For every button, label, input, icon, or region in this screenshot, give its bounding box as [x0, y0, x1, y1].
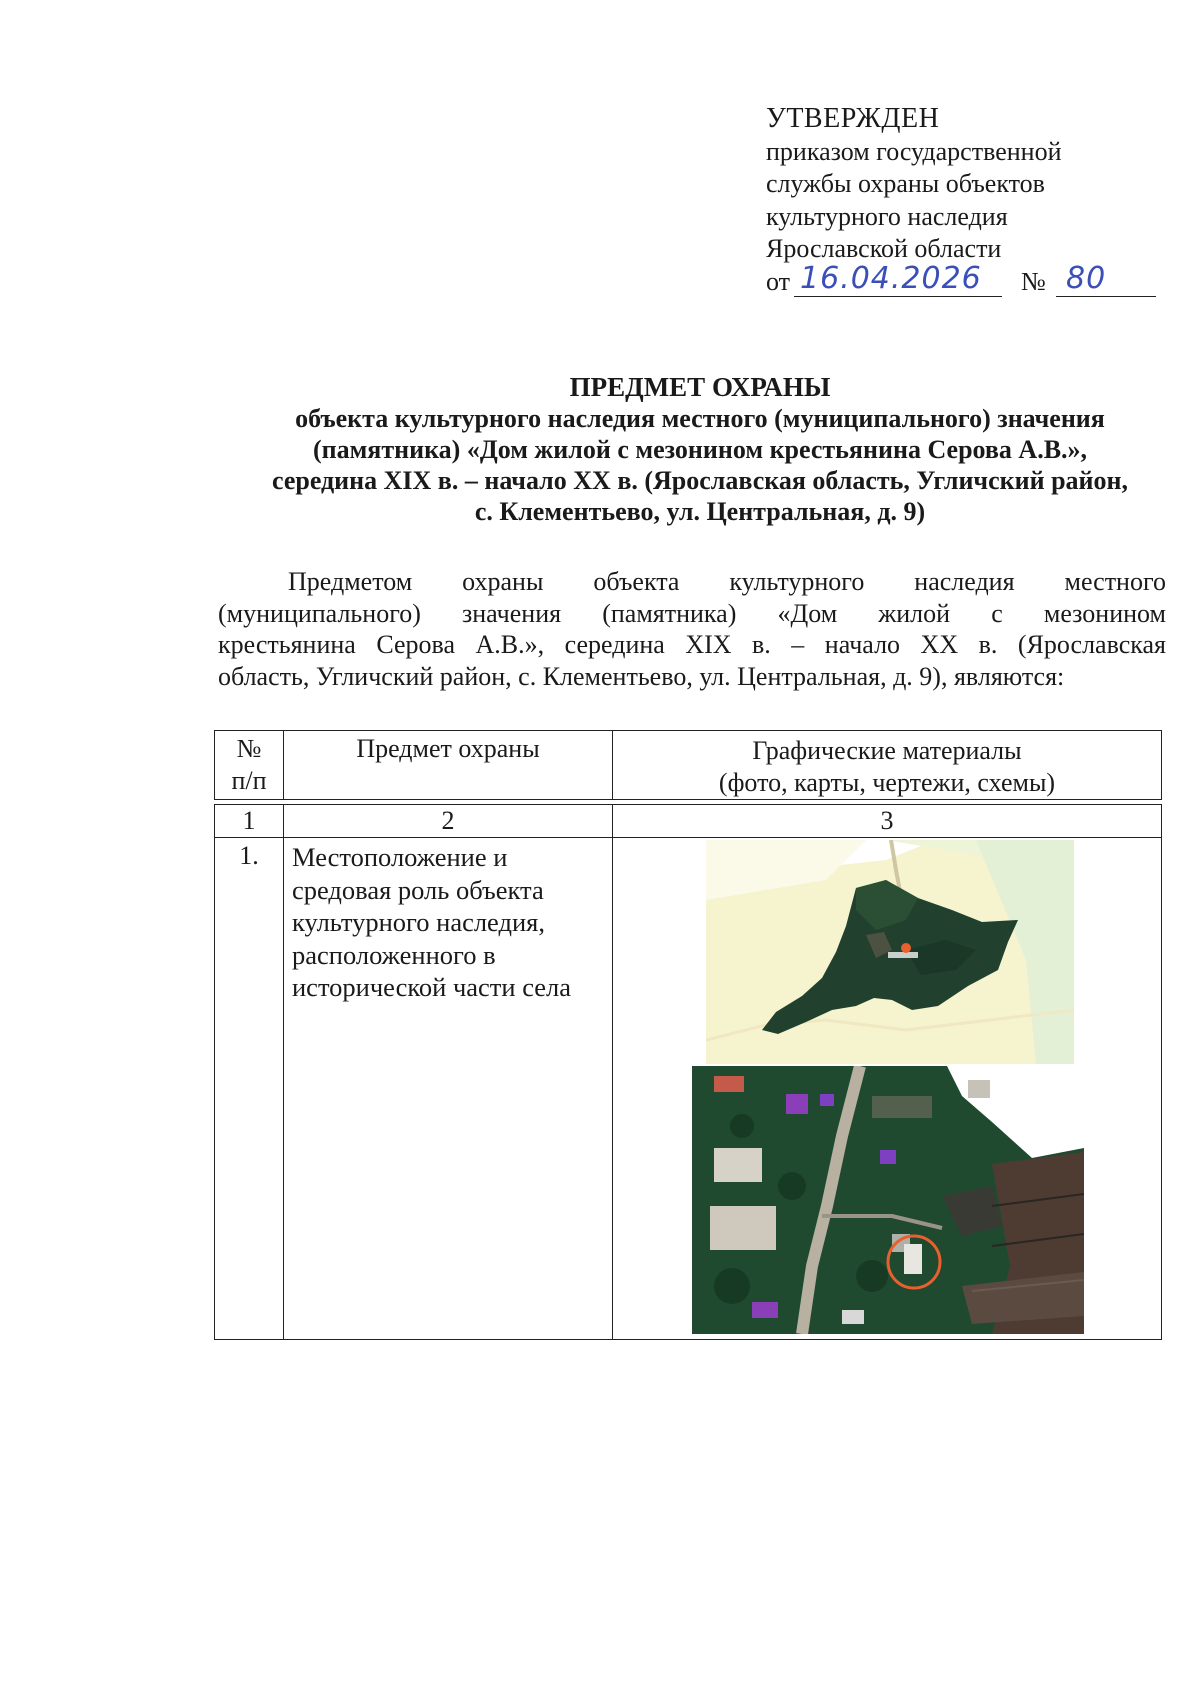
header-subject-cell — [283, 730, 613, 800]
approval-line: приказом государственной — [766, 136, 1062, 166]
column-number: 3 — [880, 806, 894, 835]
heading-subtitle-line: (памятника) «Дом жилой с мезонином крестьянина Серова А.В.», — [312, 435, 1088, 464]
column-number-cell — [283, 804, 613, 838]
date-handwritten: 16.04.2026 — [800, 260, 982, 296]
row-subject-cell — [283, 837, 613, 1340]
subject-line: культурного наследия, — [292, 907, 545, 937]
intro-paragraph — [218, 566, 1166, 692]
heading-subtitle-line: с. Клементьево, ул. Центральная, д. 9) — [474, 497, 926, 526]
number-prefix: № — [1021, 266, 1046, 296]
intro-line: Предметом охраны объекта культурного наследия местного — [288, 567, 1166, 596]
location-map — [706, 840, 1074, 1064]
header-num-label: п/п — [231, 766, 267, 795]
header-graphics-cell — [612, 730, 1162, 800]
intro-line: (муниципального) значения (памятника) «Дом жилой с мезонином — [218, 598, 1166, 628]
aerial-photo-image — [692, 1066, 1084, 1334]
subject-line: средовая роль объекта — [292, 874, 544, 905]
column-number-cell — [612, 804, 1162, 838]
approval-block — [766, 103, 1166, 302]
header-num-symbol: № — [236, 734, 262, 763]
column-number-cell — [214, 804, 284, 838]
approval-line: службы охраны объектов — [766, 169, 1045, 198]
column-number: 1 — [242, 806, 256, 835]
approval-date-line — [766, 260, 1166, 302]
intro-line: область, Угличский район, с. Клементьево, ул. Центральная, д. 9), являются: — [218, 661, 1065, 691]
aerial-photo — [692, 1066, 1084, 1334]
approval-title: УТВЕРЖДЕН — [766, 103, 940, 134]
intro-line: крестьянина Серова А.В.», середина XIX в. – начало XX в. (Ярославская — [218, 630, 1166, 659]
header-num-cell — [214, 730, 284, 800]
header-graphics-subtitle: (фото, карты, чертежи, схемы) — [718, 768, 1056, 797]
row-number: 1. — [239, 841, 259, 870]
location-map-image — [706, 840, 1074, 1064]
subject-line: Местоположение и — [292, 842, 508, 872]
header-subject: Предмет охраны — [356, 734, 540, 763]
row-num-cell — [214, 837, 284, 1340]
number-handwritten: 80 — [1066, 260, 1107, 296]
date-prefix: от — [766, 266, 791, 296]
document-heading — [200, 372, 1200, 527]
header-graphics-title: Графические материалы — [752, 736, 1022, 765]
heading-subtitle-line: объекта культурного наследия местного (муниципального) значения — [295, 404, 1105, 433]
approval-line: Ярославской области — [766, 234, 1002, 263]
subject-line: исторической части села — [292, 972, 572, 1002]
subject-line: расположенного в — [292, 939, 496, 970]
column-number: 2 — [441, 806, 455, 835]
heading-title: ПРЕДМЕТ ОХРАНЫ — [569, 372, 831, 402]
approval-line: культурного наследия — [766, 201, 1008, 231]
heading-subtitle-line: середина XIX в. – начало XX в. (Ярославская область, Угличский район, — [271, 466, 1129, 495]
